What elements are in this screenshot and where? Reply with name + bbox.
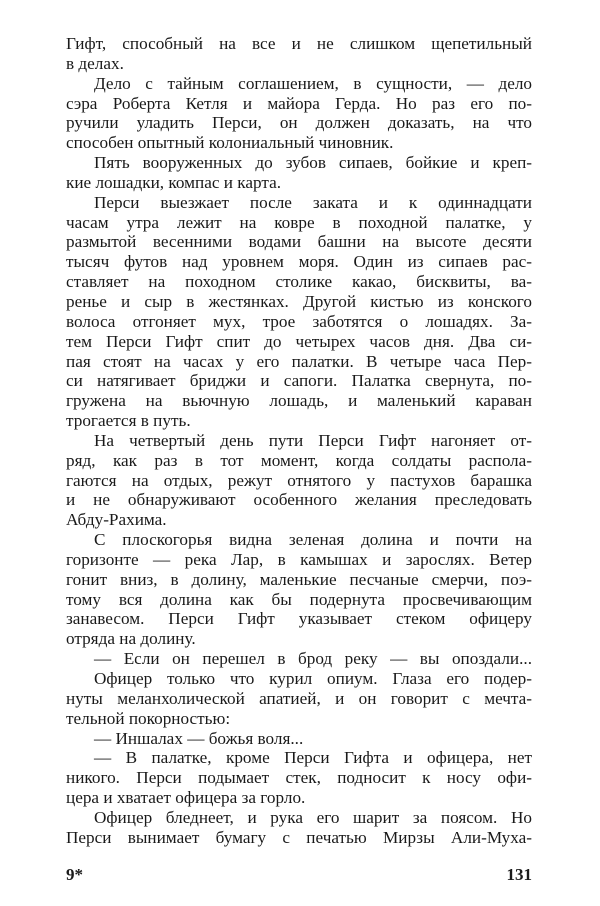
text-line: тому вся долина как бы подернута просвечивающим <box>66 589 532 609</box>
text-line: и не обнаруживают особенного желания преследовать <box>66 490 532 510</box>
paragraph <box>66 193 532 431</box>
page-body-text <box>66 34 532 848</box>
text-line: занавесом. Перси Гифт указывает стеком офицеру <box>66 609 532 629</box>
paragraph <box>66 153 532 193</box>
text-line: Перси вынимает бумагу с печатью Мирзы Али-Муха- <box>66 827 532 847</box>
text-line: На четвертый день пути Перси Гифт нагоняет от- <box>94 430 532 450</box>
text-line: ренье и сыр в жестянках. Другой кистью из конского <box>66 291 532 311</box>
text-line: гонит вниз, в долину, маленькие песчаные смерчи, поэ- <box>66 569 532 589</box>
text-line: си натягивает бриджи и сапоги. Палатка свернута, по- <box>66 371 532 391</box>
text-line: цера и хватает офицера за горло. <box>66 788 306 808</box>
paragraph <box>66 808 532 848</box>
text-line: ручили уладить Перси, он должен доказать, на что <box>66 113 532 133</box>
text-line: кие лошадки, компас и карта. <box>66 172 281 192</box>
text-line: С плоскогорья видна зеленая долина и почти на <box>94 530 532 550</box>
text-line: гружена на вьючную лошадь, и маленький караван <box>66 391 532 411</box>
text-line: размытой весенними водами башни на высоте десяти <box>66 232 532 252</box>
paragraph <box>66 34 532 74</box>
paragraph <box>66 649 532 669</box>
text-line: Пять вооруженных до зубов сипаев, бойкие и креп- <box>94 153 532 173</box>
text-line: никого. Перси подымает стек, подносит к носу офи- <box>66 768 532 788</box>
text-line: — Иншалах — божья воля... <box>94 728 304 748</box>
text-line: Абду-Рахима. <box>66 510 167 530</box>
text-line: горизонте — река Лар, в камышах и зарослях. Ветер <box>66 549 532 569</box>
text-line: Офицер только что курил опиум. Глаза его подер- <box>94 669 532 688</box>
text-line: сэра Роберта Кетля и майора Герда. Но раз его по- <box>66 93 532 113</box>
text-line: Дело с тайным соглашением, в сущности, — дело <box>94 73 532 93</box>
text-line: Офицер бледнеет, и рука его шарит за поясом. Но <box>94 807 532 827</box>
text-line: ставляет на походном столике какао, бисквиты, ва- <box>66 272 532 292</box>
text-line: часам утра лежит на ковре в походной палатке, у <box>66 212 532 232</box>
text-line: способен опытный колониальный чиновник. <box>66 133 394 153</box>
text-line: пая стоят на часах у его палатки. В четыре часа Пер- <box>66 351 532 371</box>
signature-mark: 9* <box>66 865 83 884</box>
text-line: — Если он перешел в брод реку — вы опоздали... <box>94 649 532 669</box>
paragraph <box>66 530 532 649</box>
text-line: отряда на долину. <box>66 629 196 649</box>
text-line: гаются на отдых, режут отнятого у пастухов барашка <box>66 470 532 490</box>
text-line: — В палатке, кроме Перси Гифта и офицера, нет <box>94 748 532 768</box>
text-line: в делах. <box>66 53 124 73</box>
paragraph <box>66 431 532 530</box>
text-line: ряд, как раз в тот момент, когда солдаты распола- <box>66 450 532 470</box>
paragraph <box>66 74 532 153</box>
paragraph <box>66 729 532 749</box>
text-line: Гифт, способный на все и не слишком щепетильный <box>66 34 532 53</box>
text-line: тем Перси Гифт спит до четырех часов дня. Два си- <box>66 331 532 351</box>
text-line: тельной покорностью: <box>66 708 231 728</box>
paragraph <box>66 669 532 729</box>
text-line: трогается в путь. <box>66 411 191 431</box>
text-line: волоса отгоняет мух, трое заботятся о лошадях. За- <box>66 311 532 331</box>
text-line: нуты меланхолической апатией, и он говорит с мечта- <box>66 688 532 708</box>
text-line: Перси выезжает после заката и к одиннадцати <box>94 192 532 212</box>
page-number: 131 <box>506 865 532 884</box>
paragraph <box>66 748 532 808</box>
text-line: тысяч футов над уровнем моря. Один из сипаев рас- <box>66 252 532 272</box>
